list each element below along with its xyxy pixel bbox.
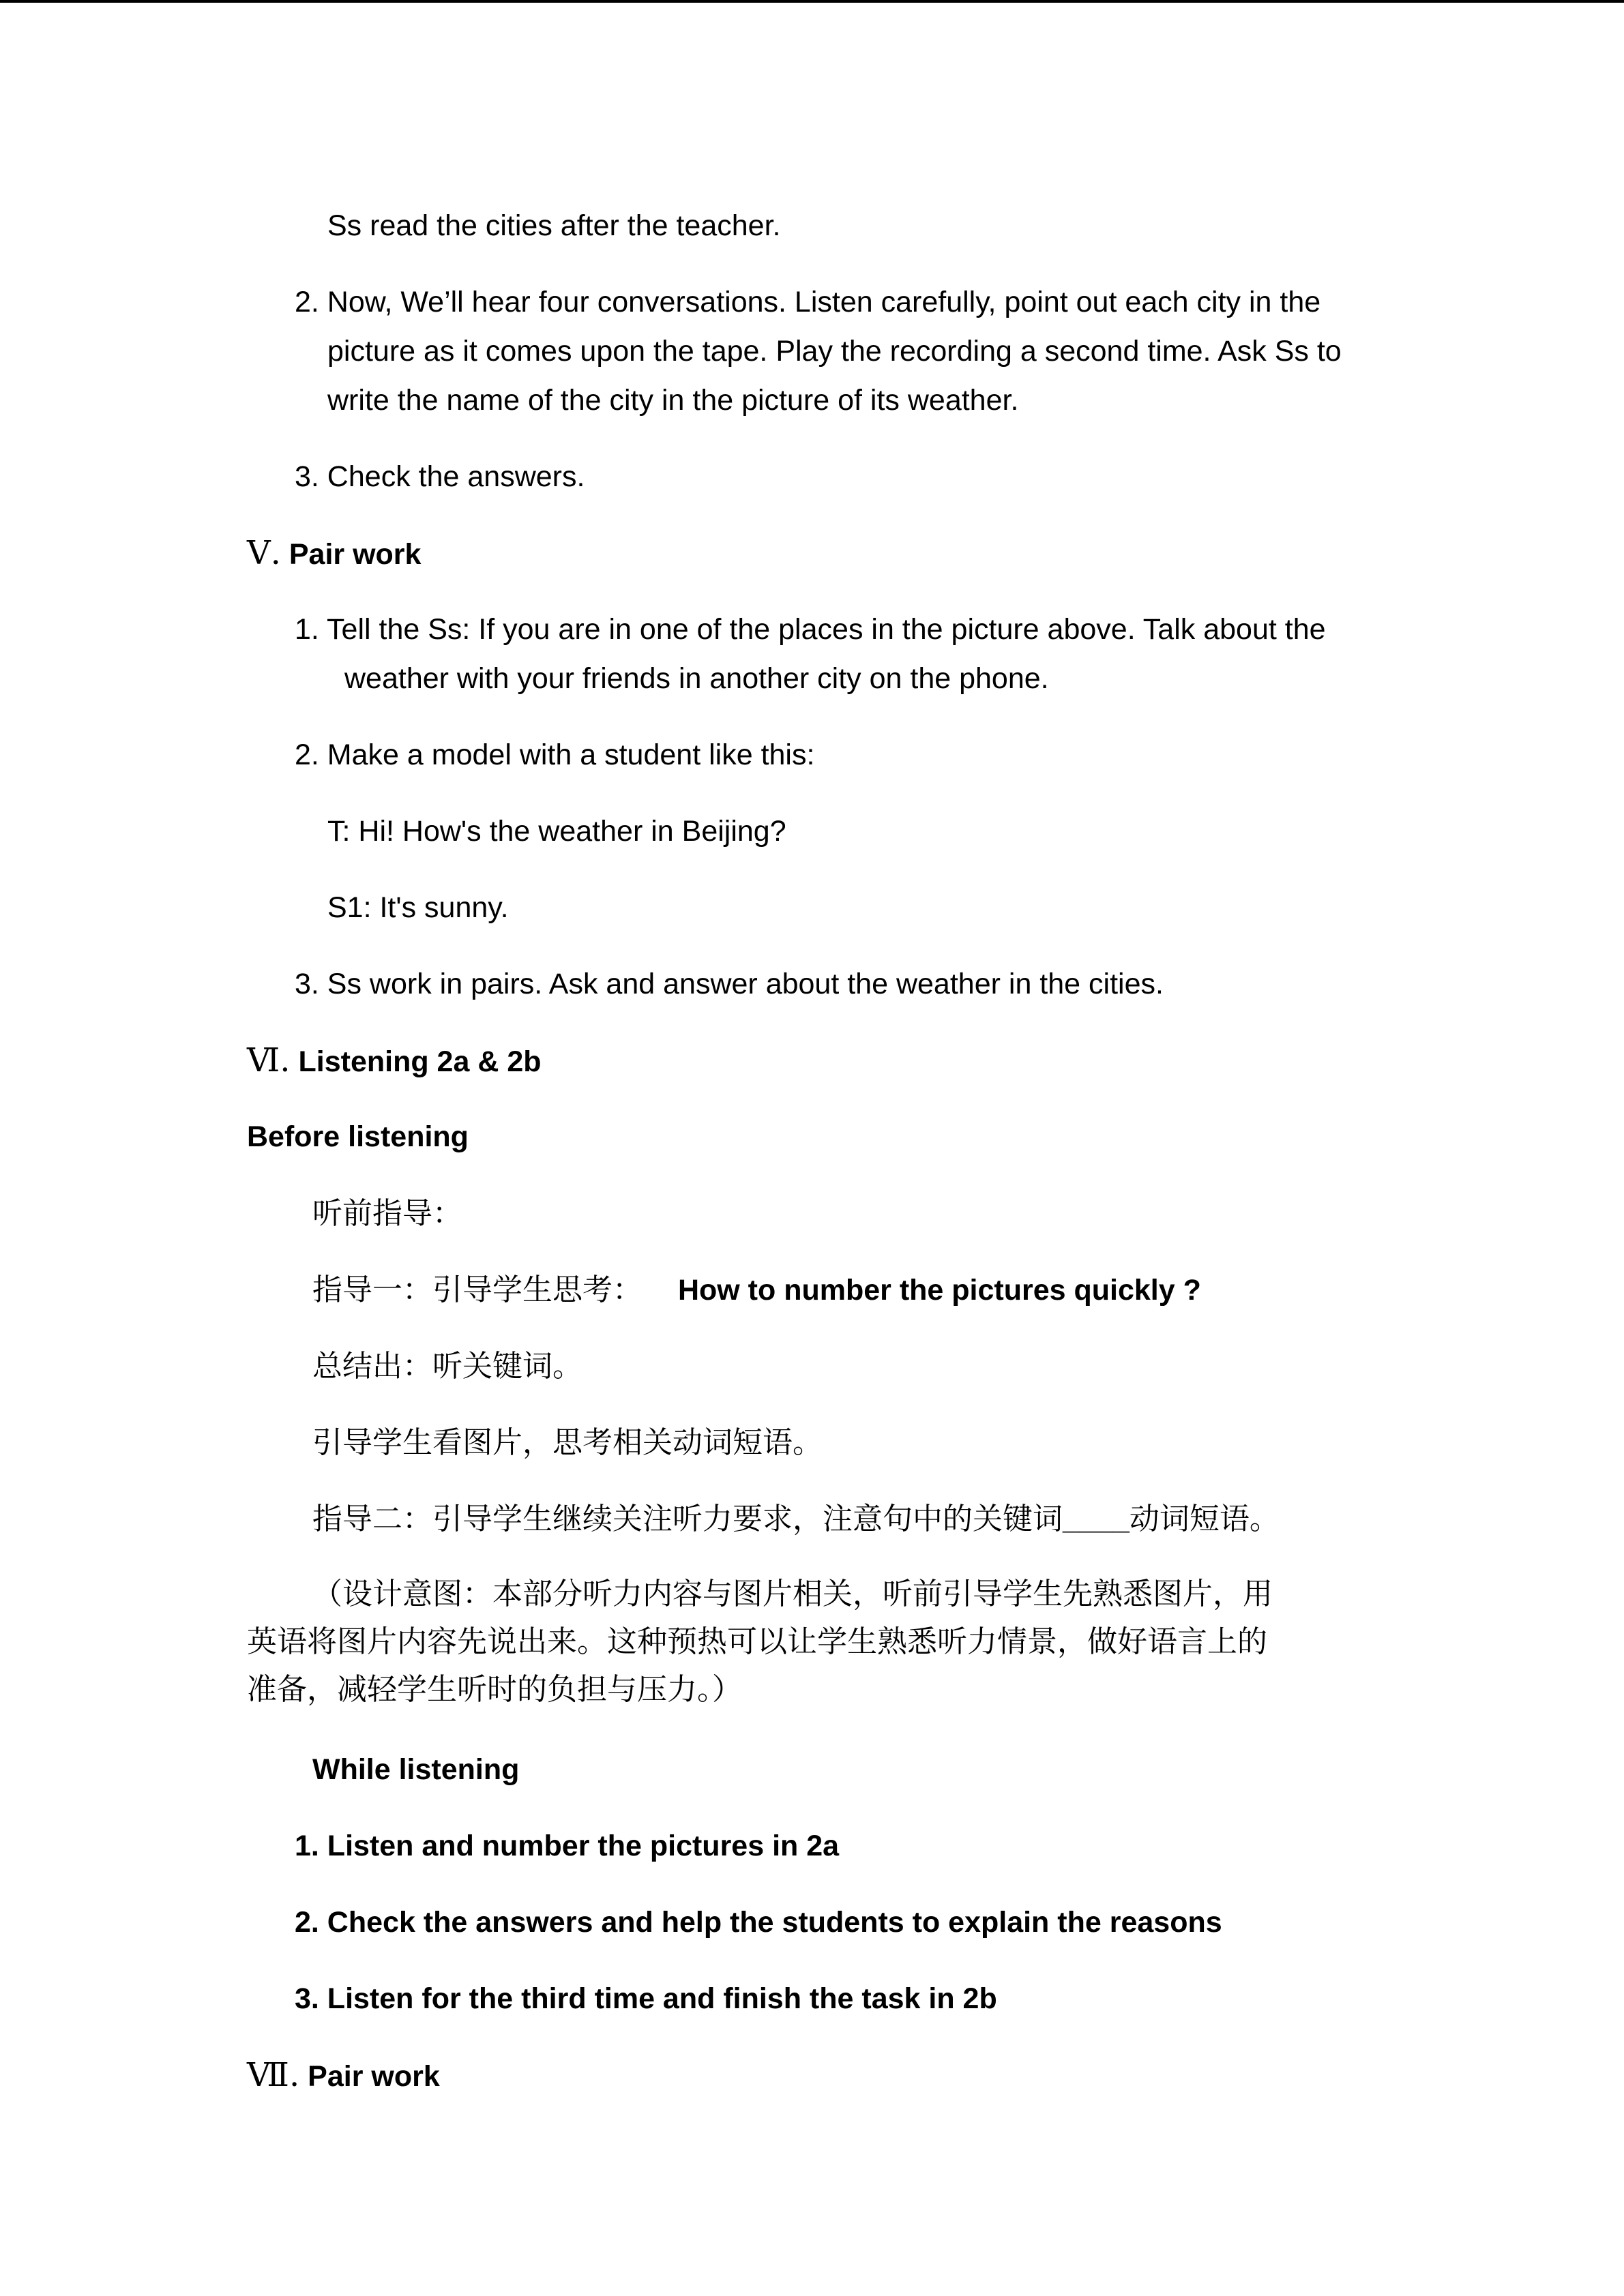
- section-heading-v: [247, 529, 421, 579]
- subheading-before-listening: Before listening: [247, 1120, 469, 1153]
- text-line: T: Hi! How's the weather in Beijing?: [327, 815, 786, 848]
- page-top-border: [0, 0, 1624, 3]
- text-line: 3. Check the answers.: [295, 460, 585, 493]
- fill-blank: ____: [1063, 1502, 1130, 1536]
- text-line: write the name of the city in the picture of its weather.: [327, 384, 1019, 417]
- section-title: Pair work: [308, 2060, 440, 2093]
- step-item: 2. Check the answers and help the students to explain the reasons: [295, 1906, 1222, 1939]
- section-numeral: Ⅶ.: [247, 2056, 300, 2094]
- text-line: 2. Now, We’ll hear four conversations. Listen carefully, point out each city in the: [295, 286, 1321, 318]
- section-numeral: Ⅵ.: [247, 1041, 291, 1079]
- guidance-two: [312, 1495, 1280, 1543]
- text-line: 2. Make a model with a student like this:: [295, 739, 815, 771]
- guidance-two-text-b: 动词短语。: [1129, 1502, 1280, 1536]
- design-intent-line: 英语将图片内容先说出来。这种预热可以让学生熟悉听力情景，做好语言上的: [247, 1624, 1267, 1659]
- section-title: Listening 2a & 2b: [298, 1045, 542, 1078]
- text-line-cn: 总结出：听关键词。: [312, 1349, 582, 1384]
- section-title: Pair work: [289, 538, 422, 571]
- step-item: 3. Listen for the third time and finish the task in 2b: [295, 1982, 997, 2015]
- design-intent-line: 准备，减轻学生听时的负担与压力。）: [247, 1672, 742, 1707]
- section-numeral: Ⅴ.: [247, 534, 281, 572]
- section-heading-vii: [247, 2051, 440, 2101]
- guidance-two-text-a: 指导二：引导学生继续关注听力要求，注意句中的关键词: [312, 1502, 1063, 1536]
- text-line: weather with your friends in another city on the phone.: [344, 662, 1049, 695]
- design-intent-line: （设计意图：本部分听力内容与图片相关，听前引导学生先熟悉图片，用: [312, 1577, 1273, 1611]
- text-line: picture as it comes upon the tape. Play the recording a second time. Ask Ss to: [327, 335, 1342, 368]
- section-heading-vi: [247, 1037, 542, 1086]
- guidance-one: [312, 1266, 1201, 1315]
- subheading-while-listening: While listening: [312, 1753, 520, 1786]
- text-line-cn: 听前指导：: [312, 1196, 462, 1231]
- text-line: Ss read the cities after the teacher.: [327, 209, 781, 242]
- text-line: S1: It's sunny.: [327, 891, 509, 924]
- guidance-one-question: How to number the pictures quickly ?: [677, 1274, 1201, 1307]
- text-line-cn: 引导学生看图片，思考相关动词短语。: [312, 1425, 823, 1460]
- step-item: 1. Listen and number the pictures in 2a: [295, 1830, 840, 1862]
- guidance-one-cn: 指导一：引导学生思考：: [312, 1272, 643, 1307]
- text-line: 1. Tell the Ss: If you are in one of the places in the picture above. Talk about the: [295, 613, 1326, 646]
- text-line: 3. Ss work in pairs. Ask and answer about the weather in the cities.: [295, 968, 1164, 1000]
